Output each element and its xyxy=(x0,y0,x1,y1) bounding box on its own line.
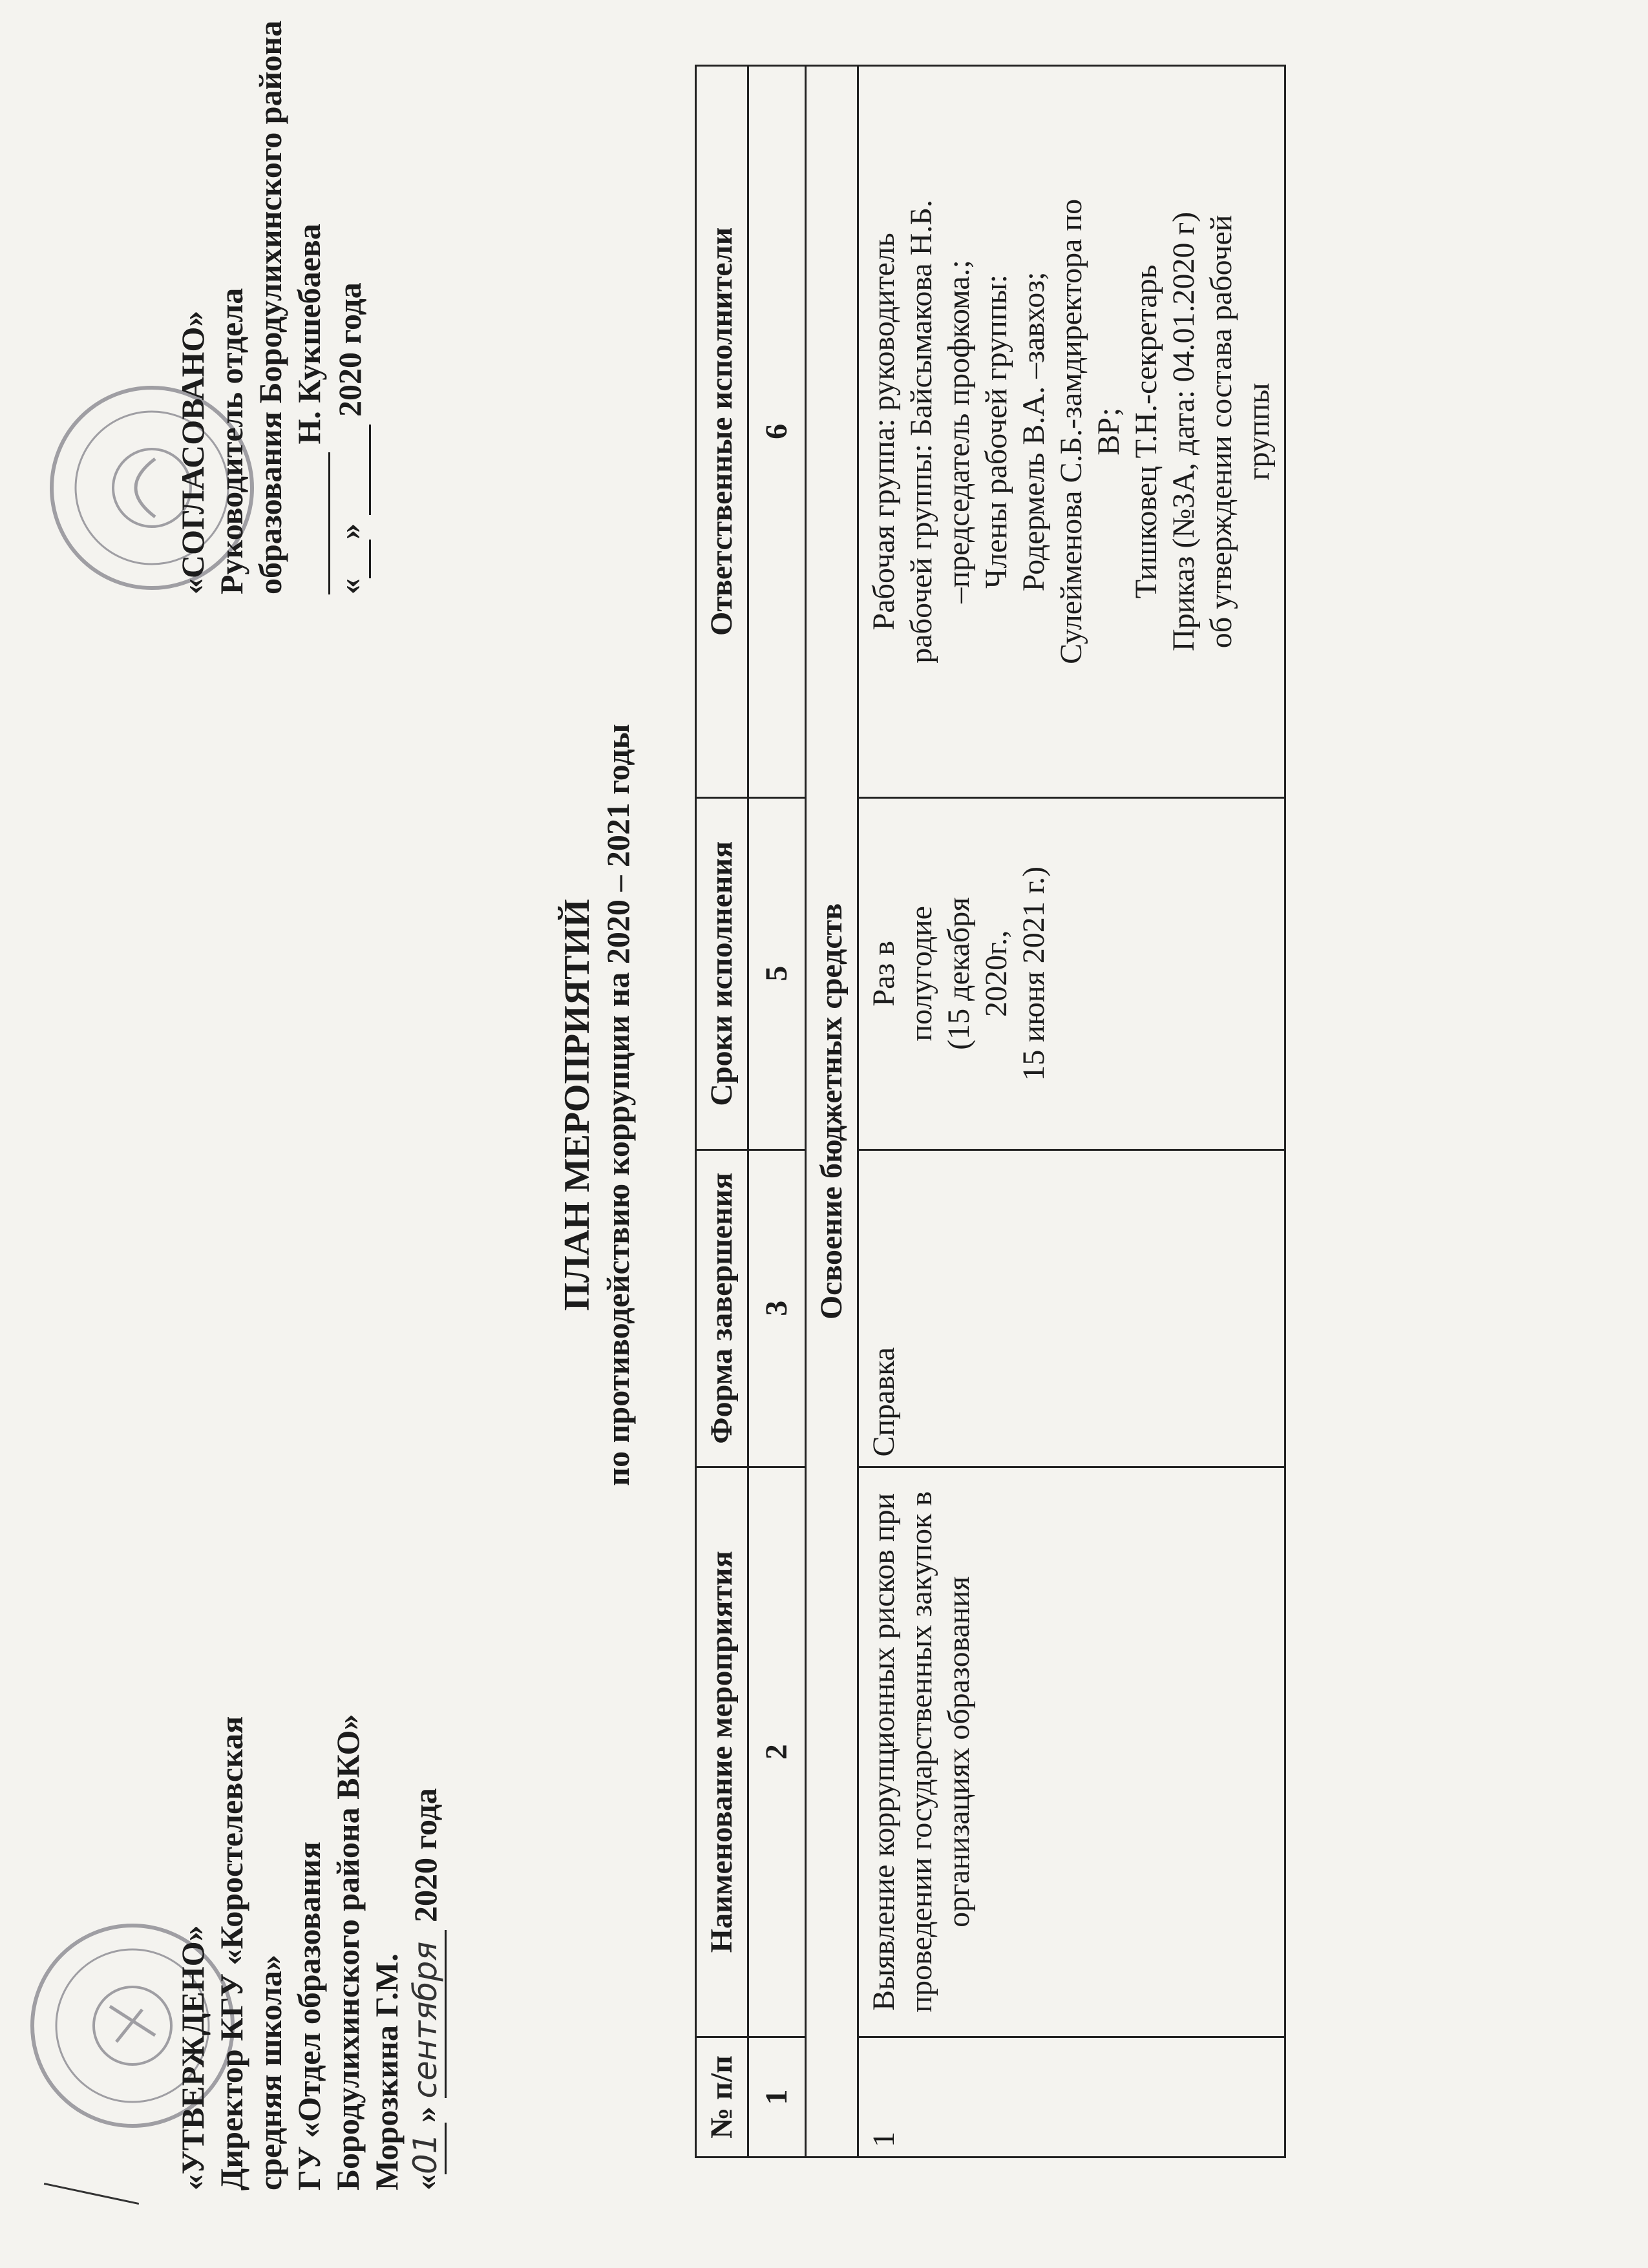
agreement-date-month xyxy=(330,425,371,516)
term-line: полугодие xyxy=(904,906,938,1042)
approval-date-year: 2020 года xyxy=(407,1788,443,1922)
plan-table xyxy=(695,65,1286,2158)
agreement-heading: «СОГЛАСОВАНО» xyxy=(174,310,211,594)
scan-mark xyxy=(44,2183,139,2205)
approval-line: ГУ «Отдел образования xyxy=(291,1842,327,2190)
term-line: (15 декабря xyxy=(942,897,976,1050)
approval-line: Директор КГУ «Коростелевская xyxy=(213,1716,249,2190)
responsible-line: –председатель профкома.; xyxy=(942,260,976,604)
approval-block xyxy=(173,1699,447,2190)
row-responsible xyxy=(858,66,1285,798)
responsible-line: Тишковец Т.Н.-секретарь xyxy=(1129,264,1163,599)
approval-line: Бородулихинского района ВКО» xyxy=(330,1714,366,2190)
responsible-line: рабочей группы: Байсымакова Н.Б. xyxy=(904,200,938,664)
term-line: 15 июня 2021 г.) xyxy=(1017,866,1051,1081)
agreement-line: образования Бородулихинского района xyxy=(252,20,288,594)
column-number: 1 xyxy=(748,2037,806,2157)
column-number: 3 xyxy=(748,1150,806,1467)
responsible-line: группы xyxy=(1241,383,1276,481)
table-row xyxy=(858,66,1285,2158)
approval-date-month: сентября xyxy=(406,1931,447,2099)
responsible-line: Родермель В.А. –завхоз; xyxy=(1017,271,1051,592)
approval-line: средняя школа» xyxy=(252,1955,288,2190)
table-header-row xyxy=(696,66,748,2158)
agreement-date-year: 2020 года xyxy=(332,282,368,417)
approval-date: «01» сентября 2020 года xyxy=(406,1699,447,2190)
header-term: Сроки исполнения xyxy=(696,797,748,1150)
agreement-signer: Н. Кукшебаева xyxy=(291,224,327,445)
term-line: 2020г., xyxy=(979,930,1013,1017)
responsible-line: Сулейменова С.Б.-замдиректора по xyxy=(1054,198,1088,664)
header-form: Форма завершения xyxy=(696,1150,748,1467)
column-number: 2 xyxy=(748,1467,806,2037)
agreement-line: Руководитель отдела xyxy=(213,288,249,594)
row-activity: Выявление коррупционных рисков при проведении государственных закупок в организациях образования xyxy=(858,1467,1285,2037)
header-name: Наименование мероприятия xyxy=(696,1467,748,2037)
responsible-line: Рабочая группа: руководитель xyxy=(867,233,901,631)
responsible-line: об утверждении состава рабочей xyxy=(1204,215,1238,649)
agreement-date: « » 2020 года xyxy=(330,65,371,594)
agreement-block xyxy=(173,20,371,594)
responsible-line: ВР; xyxy=(1092,407,1126,456)
agreement-signature xyxy=(290,65,330,594)
header-responsible: Ответственные исполнители xyxy=(696,66,748,798)
row-number: 1 xyxy=(858,2037,1285,2157)
column-number: 6 xyxy=(748,66,806,798)
plan-title xyxy=(556,588,637,1622)
approval-heading: «УТВЕРЖДЕНО» xyxy=(174,1925,211,2190)
approval-date-day: 01 xyxy=(406,2123,447,2174)
plan-title-main: ПЛАН МЕРОПРИЯТИЙ xyxy=(557,899,597,1311)
agreement-date-day xyxy=(330,540,371,578)
section-row xyxy=(806,66,858,2158)
approval-line: Морозкина Г.М. xyxy=(368,1953,405,2190)
responsible-line: Приказ (№3А, дата: 04.01.2020 г) xyxy=(1167,211,1201,651)
header-no: № п/п xyxy=(696,2037,748,2157)
term-line: Раз в xyxy=(867,940,901,1007)
plan-title-sub: по противодействию коррупции на 2020 – 2021 годы xyxy=(600,724,636,1486)
section-title: Освоение бюджетных средств xyxy=(806,66,858,2158)
row-form: Справка xyxy=(858,1150,1285,1467)
column-number-row xyxy=(748,66,806,2158)
row-term xyxy=(858,797,1285,1150)
signature-line xyxy=(290,452,330,594)
column-number: 5 xyxy=(748,797,806,1150)
responsible-line: Члены рабочей группы: xyxy=(979,274,1013,589)
